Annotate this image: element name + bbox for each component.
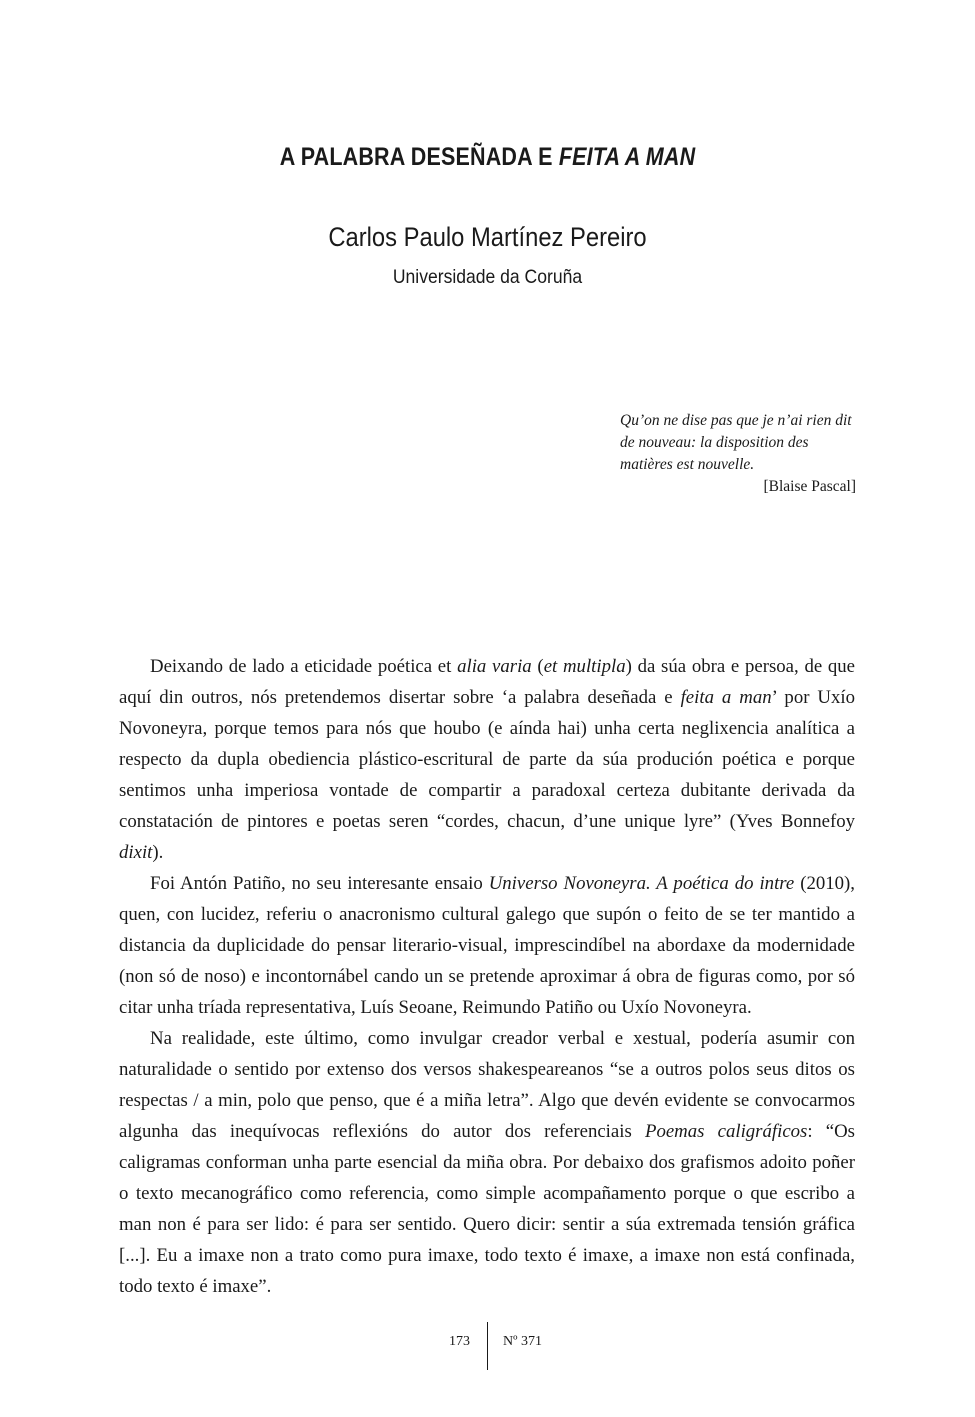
epigraph <box>620 410 856 498</box>
text-run: ( <box>531 656 544 677</box>
article-body <box>119 651 855 1302</box>
paragraph-1 <box>119 651 855 868</box>
text-run: ). <box>152 842 164 863</box>
italic-run: dixit <box>119 842 153 863</box>
text-run: (2010), quen, con lucidez, referiu o anacronismo cultural galego que supón o feito de se ter mantido a distancia da duplicidade do pensar literario-visual, imprescindíbel na abordaxe da modernidade (non só de noso) e incontornábel cando un se pretende aproximar á obra de figuras como, por só citar unha tríada representativa, Luís Seoane, Reimundo Patiño ou Uxío Novoneyra. <box>119 873 856 1018</box>
text-run: ’ por Uxío Novoneyra, porque temos para nós que houbo (e aínda hai) unha certa neglixencia analítica a respecto da dupla obediencia plástico-escritural de parte da súa produción poética e porque sentimos unha imperiosa vontade de compartir a paradoxal certeza dubitante derivada da constatación de pintores e poetas seren “cordes, chacun, d’une unique lyre” (Yves Bonnefoy <box>119 687 855 832</box>
issue-number: Nº 371 <box>503 1334 542 1349</box>
text-run: Foi Antón Patiño, no seu interesante ensaio <box>150 873 489 894</box>
italic-run: et multipla <box>543 656 626 677</box>
italic-run: Universo Novoneyra. A poética do intre <box>488 873 795 894</box>
text-run: Deixando de lado a eticidade poética et <box>150 656 458 677</box>
footer-divider <box>487 1322 488 1370</box>
italic-run: feita a man <box>680 687 772 708</box>
page-number: 173 <box>449 1334 470 1349</box>
author-name: Carlos Paulo Martínez Pereiro <box>328 222 647 252</box>
epigraph-source: [Blaise Pascal] <box>763 478 856 495</box>
text-run: : “Os caligramas conforman unha parte esencial da miña obra. Por debaixo dos grafismos adoito poñer o texto mecanográfico como referencia, como simple acompañamento porque o que escribo a man non é para ser lido: é para ser sentido. Quero dicir: sentir a súa extremada tensión gráfica [...]. Eu a imaxe non a trato como pura imaxe, todo texto é imaxe, a imaxe non está confinada, todo texto é imaxe”. <box>119 1121 855 1297</box>
page-footer <box>0 1322 975 1370</box>
author-affiliation: Universidade da Coruña <box>392 266 583 288</box>
text-run: Na realidade, este último, como invulgar creador verbal e xestual, podería asumir con naturalidade o sentido por extenso dos versos shakespeareanos “se a outros polos seus ditos os respectas / a min, polo que penso, que é a miña letra”. Algo que devén evidente se convocarmos algunha das inequívocas reflexións do autor dos referenciais <box>119 1028 855 1142</box>
article-title-main: A PALABRA DESEÑADA E <box>279 143 559 171</box>
italic-run: Poemas caligráficos <box>644 1121 808 1142</box>
article-title-italic: FEITA A MAN <box>558 143 696 171</box>
epigraph-text: Qu’on ne dise pas que je n’ai rien dit de nouveau: la disposition des matières est nouvelle. <box>620 412 852 473</box>
paragraph-2 <box>119 868 855 1023</box>
text-run: ) da súa obra e persoa, de que aquí din outros, nós pretendemos disertar sobre ‘a palabra deseñada e <box>119 656 856 708</box>
paragraph-3 <box>119 1023 855 1302</box>
italic-run: alia varia <box>457 656 532 677</box>
article-title <box>68 143 907 172</box>
